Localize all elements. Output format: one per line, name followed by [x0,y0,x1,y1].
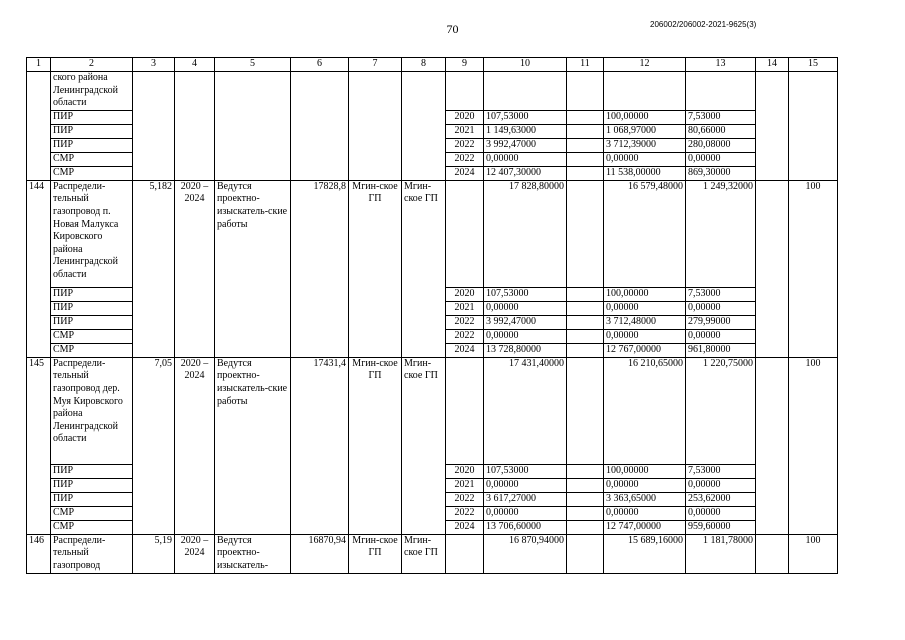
cell-empty [215,72,291,111]
length: 5,19 [133,534,175,573]
year: 2020 [446,110,484,124]
percent: 100 [789,357,838,464]
work-type: ПИР [51,287,133,301]
column-header: 6 [291,58,349,72]
work-type: СМР [51,506,133,520]
amount-col13: 961,80000 [686,343,756,357]
entry-number: 144 [27,180,51,357]
amount-col13: 959,60000 [686,520,756,534]
total-amount: 3 992,47000 [484,315,567,329]
customer: Мгин-ское ГП [402,534,446,573]
customer: Мгин-ское ГП [402,180,446,287]
cell-empty [133,72,175,111]
work-type: СМР [51,152,133,166]
work-type: СМР [51,520,133,534]
work-type: ПИР [51,492,133,506]
cell-empty [567,534,604,573]
cell-empty [567,152,604,166]
cell-empty [133,464,175,534]
amount-col13: 0,00000 [686,329,756,343]
entry-number: 145 [27,357,51,534]
cost: 17828,8 [291,180,349,287]
cost: 17431,4 [291,357,349,464]
amount-col12: 16 210,65000 [604,357,686,464]
amount-col13: 0,00000 [686,478,756,492]
amount-col13: 7,53000 [686,287,756,301]
column-header: 7 [349,58,402,72]
cell-empty [567,180,604,287]
cell-empty [215,110,291,180]
cell-empty [756,287,789,357]
column-header-row [27,58,838,72]
column-header: 2 [51,58,133,72]
cell-empty [789,72,838,111]
cell-empty [291,110,349,180]
amount-col12: 16 579,48000 [604,180,686,287]
cell-empty [291,287,349,357]
year: 2020 [446,287,484,301]
amount-col12: 11 538,00000 [604,166,686,180]
table-row [27,287,838,301]
total-amount: 0,00000 [484,152,567,166]
cell-empty [756,180,789,287]
cell-empty [789,110,838,180]
year: 2022 [446,329,484,343]
total-amount: 12 407,30000 [484,166,567,180]
cell-empty [175,464,215,534]
year: 2020 [446,464,484,478]
year: 2022 [446,315,484,329]
column-header: 5 [215,58,291,72]
year: 2022 [446,138,484,152]
cell-empty [567,110,604,124]
cell-empty [567,464,604,478]
entry-name: ского района Ленинградской области [51,72,133,111]
work-type: СМР [51,166,133,180]
cell-empty [446,534,484,573]
cell-empty [756,72,789,111]
column-header: 4 [175,58,215,72]
amount-col12: 3 712,39000 [604,138,686,152]
amount-col12: 15 689,16000 [604,534,686,573]
cell-empty [756,110,789,180]
amount-col13: 80,66000 [686,124,756,138]
period: 2020 – 2024 [175,357,215,464]
table-row [27,72,838,111]
year: 2022 [446,506,484,520]
document-id: 206002/206002-2021-9625(3) [650,20,757,29]
cell-empty [27,72,51,181]
cell-empty [567,315,604,329]
column-header: 12 [604,58,686,72]
year: 2024 [446,166,484,180]
cell-empty [567,72,604,111]
total-amount: 17 828,80000 [484,180,567,287]
length: 5,182 [133,180,175,287]
amount-col12: 1 068,97000 [604,124,686,138]
cell-empty [567,138,604,152]
percent: 100 [789,534,838,573]
year: 2022 [446,492,484,506]
amount-col13: 7,53000 [686,464,756,478]
year: 2024 [446,520,484,534]
data-table [26,57,838,574]
cell-empty [789,464,838,534]
cell-empty [604,72,686,111]
amount-col12: 0,00000 [604,329,686,343]
amount-col13: 0,00000 [686,152,756,166]
amount-col12: 0,00000 [604,478,686,492]
total-amount: 0,00000 [484,478,567,492]
total-amount: 107,53000 [484,464,567,478]
status: Ведутся проектно-изыскатель-ские работы [215,357,291,464]
cell-empty [756,534,789,573]
amount-col12: 0,00000 [604,506,686,520]
total-amount: 0,00000 [484,301,567,315]
column-header: 3 [133,58,175,72]
cell-empty [567,287,604,301]
cell-empty [175,287,215,357]
municipality: Мгин-ское ГП [349,357,402,464]
total-amount: 13 706,60000 [484,520,567,534]
status: Ведутся проектно-изыскатель-ские работы [215,180,291,287]
year: 2024 [446,343,484,357]
amount-col12: 3 712,48000 [604,315,686,329]
amount-col12: 0,00000 [604,301,686,315]
work-type: ПИР [51,301,133,315]
cell-empty [567,520,604,534]
cell-empty [402,72,446,111]
cell-empty [567,301,604,315]
cell-empty [567,343,604,357]
amount-col13: 1 249,32000 [686,180,756,287]
cell-empty [567,166,604,180]
column-header: 15 [789,58,838,72]
cost: 16870,94 [291,534,349,573]
amount-col13: 1 220,75000 [686,357,756,464]
year: 2021 [446,478,484,492]
municipality: Мгин-ское ГП [349,534,402,573]
total-amount: 13 728,80000 [484,343,567,357]
amount-col12: 100,00000 [604,287,686,301]
total-amount: 0,00000 [484,329,567,343]
cell-empty [756,357,789,464]
cell-empty [567,478,604,492]
entry-name: Распредели-тельный газопровод дер. Муя Кировского района Ленинградской области [51,357,133,464]
work-type: ПИР [51,478,133,492]
amount-col12: 100,00000 [604,464,686,478]
amount-col12: 12 767,00000 [604,343,686,357]
cell-empty [567,506,604,520]
column-header: 14 [756,58,789,72]
year: 2022 [446,152,484,166]
work-type: ПИР [51,124,133,138]
column-header: 9 [446,58,484,72]
work-type: ПИР [51,110,133,124]
year: 2021 [446,301,484,315]
total-amount: 16 870,94000 [484,534,567,573]
work-type: СМР [51,329,133,343]
total-amount: 0,00000 [484,506,567,520]
cell-empty [349,287,402,357]
column-header: 13 [686,58,756,72]
customer: Мгин-ское ГП [402,357,446,464]
cell-empty [349,464,402,534]
amount-col13: 0,00000 [686,506,756,520]
amount-col13: 253,62000 [686,492,756,506]
cell-empty [446,72,484,111]
cell-empty [133,287,175,357]
cell-empty [484,72,567,111]
entry-name: Распредели-тельный газопровод п. Новая Малукса Кировского района Ленинградской области [51,180,133,287]
column-header: 8 [402,58,446,72]
amount-col13: 7,53000 [686,110,756,124]
status: Ведутся проектно-изыскатель- [215,534,291,573]
cell-empty [402,110,446,180]
period: 2020 – 2024 [175,180,215,287]
work-type: ПИР [51,464,133,478]
work-type: ПИР [51,315,133,329]
column-header: 11 [567,58,604,72]
column-header: 1 [27,58,51,72]
amount-col12: 12 747,00000 [604,520,686,534]
cell-empty [402,287,446,357]
entry-number: 146 [27,534,51,573]
work-type: ПИР [51,138,133,152]
municipality: Мгин-ское ГП [349,180,402,287]
cell-empty [133,110,175,180]
cell-empty [446,357,484,464]
cell-empty [567,357,604,464]
cell-empty [789,287,838,357]
total-amount: 3 617,27000 [484,492,567,506]
cell-empty [567,329,604,343]
column-header: 10 [484,58,567,72]
work-type: СМР [51,343,133,357]
year: 2021 [446,124,484,138]
amount-col12: 0,00000 [604,152,686,166]
total-amount: 3 992,47000 [484,138,567,152]
amount-col12: 100,00000 [604,110,686,124]
cell-empty [349,72,402,111]
total-amount: 17 431,40000 [484,357,567,464]
cell-empty [756,464,789,534]
amount-col13: 279,99000 [686,315,756,329]
table-row [27,357,838,464]
amount-col12: 3 363,65000 [604,492,686,506]
cell-empty [349,110,402,180]
total-amount: 107,53000 [484,287,567,301]
amount-col13: 0,00000 [686,301,756,315]
percent: 100 [789,180,838,287]
cell-empty [402,464,446,534]
cell-empty [291,464,349,534]
table-row [27,464,838,478]
cell-empty [686,72,756,111]
cell-empty [291,72,349,111]
entry-name: Распредели-тельный газопровод [51,534,133,573]
table-row [27,110,838,124]
cell-empty [215,464,291,534]
cell-empty [567,124,604,138]
table-row [27,180,838,287]
table-row [27,534,838,573]
cell-empty [567,492,604,506]
amount-col13: 869,30000 [686,166,756,180]
cell-empty [175,110,215,180]
period: 2020 – 2024 [175,534,215,573]
page-number: 70 [446,22,459,36]
length: 7,05 [133,357,175,464]
cell-empty [446,180,484,287]
total-amount: 1 149,63000 [484,124,567,138]
total-amount: 107,53000 [484,110,567,124]
cell-empty [215,287,291,357]
amount-col13: 280,08000 [686,138,756,152]
cell-empty [175,72,215,111]
amount-col13: 1 181,78000 [686,534,756,573]
